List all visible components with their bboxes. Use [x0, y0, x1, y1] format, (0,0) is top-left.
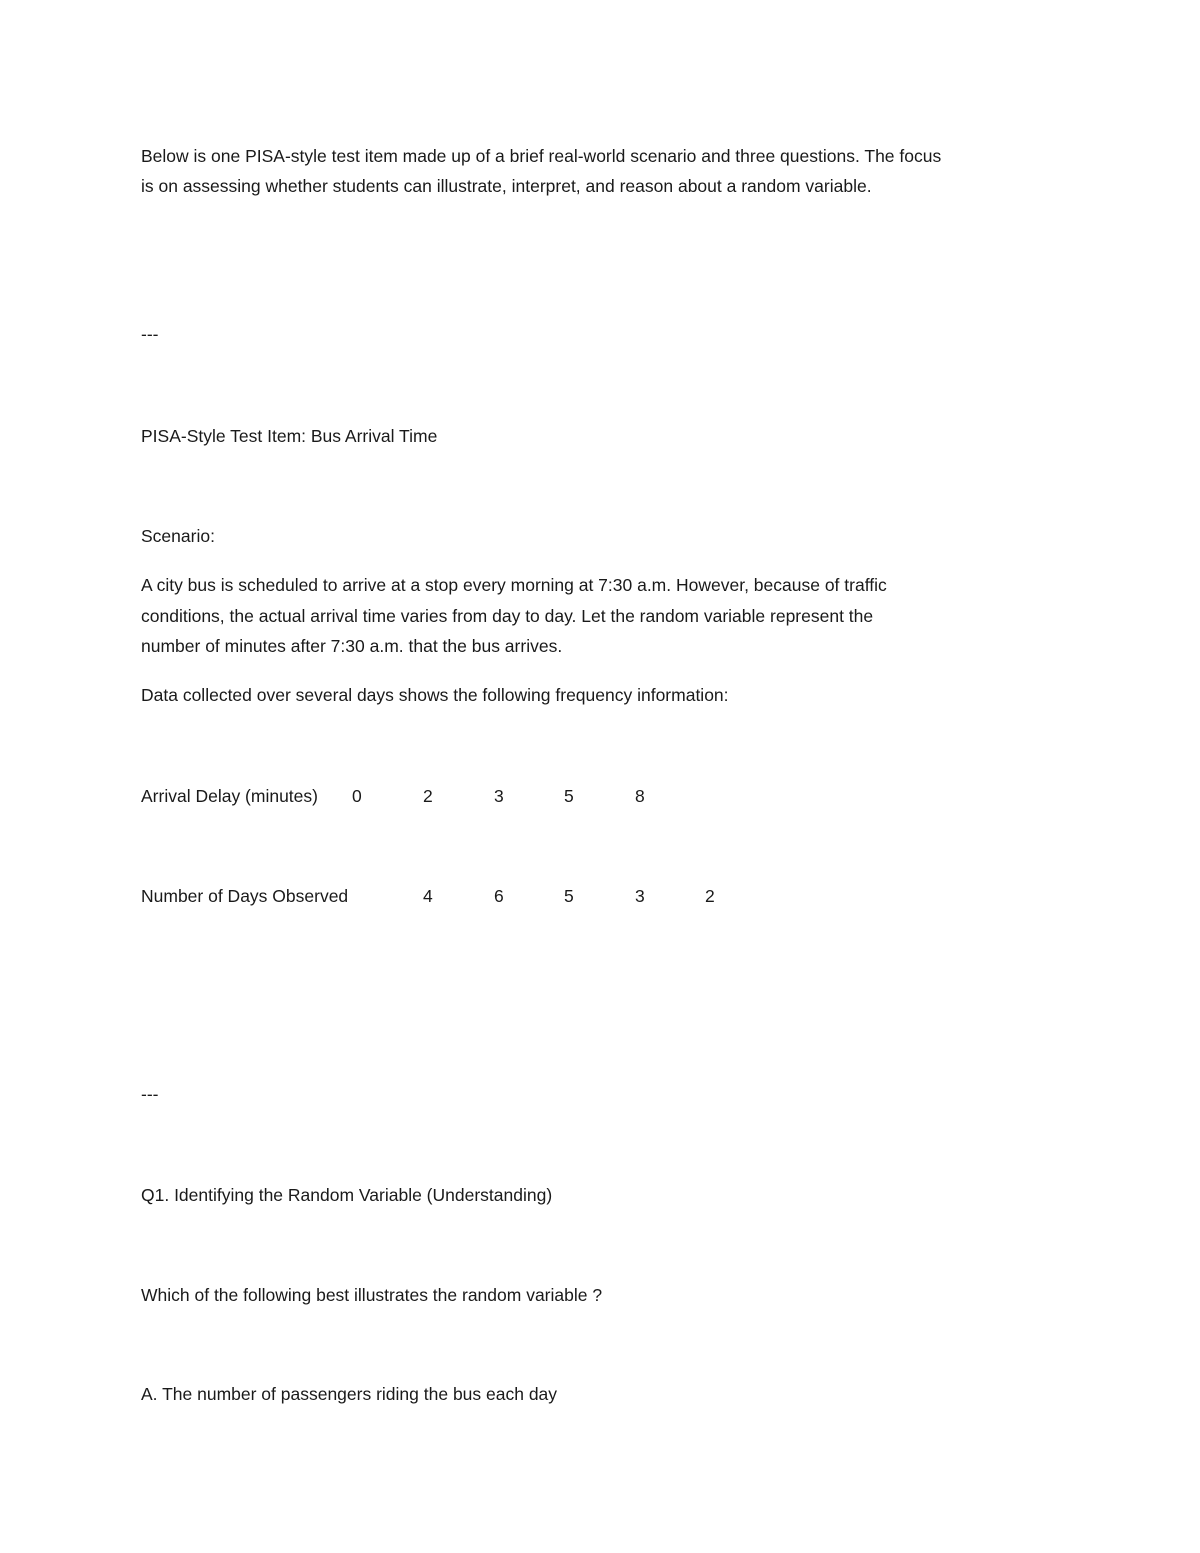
- data-intro: Data collected over several days shows the following frequency information:: [141, 685, 729, 705]
- separator: ---: [141, 324, 159, 344]
- scenario-line-3: number of minutes after 7:30 a.m. that the bus arrives.: [141, 636, 563, 656]
- q1-prompt: Which of the following best illustrates the random variable ?: [141, 1285, 603, 1305]
- q1-title: Q1. Identifying the Random Variable (Understanding): [141, 1185, 553, 1205]
- delay-value: 2: [423, 786, 433, 806]
- scenario-line-2: conditions, the actual arrival time varies from day to day. Let the random variable represent the: [141, 606, 874, 626]
- separator: ---: [141, 1084, 159, 1104]
- delay-value: 0: [352, 786, 362, 806]
- days-value: 4: [423, 886, 433, 906]
- days-value: 6: [494, 886, 504, 906]
- scenario-heading: Scenario:: [141, 526, 215, 546]
- delay-row-label: Arrival Delay (minutes): [141, 786, 318, 806]
- q1-option-a: A. The number of passengers riding the bus each day: [141, 1384, 558, 1404]
- days-value: 5: [564, 886, 574, 906]
- days-row-label: Number of Days Observed: [141, 886, 349, 906]
- days-value: 2: [705, 886, 715, 906]
- delay-value: 5: [564, 786, 574, 806]
- item-title: PISA-Style Test Item: Bus Arrival Time: [141, 426, 438, 446]
- intro-line-2: is on assessing whether students can illustrate, interpret, and reason about a random variable.: [141, 176, 872, 196]
- scenario-line-1: A city bus is scheduled to arrive at a stop every morning at 7:30 a.m. However, because of traffic: [141, 575, 887, 595]
- delay-value: 3: [494, 786, 504, 806]
- delay-value: 8: [635, 786, 645, 806]
- intro-line-1: Below is one PISA-style test item made up of a brief real-world scenario and three questions. The focus: [141, 146, 942, 166]
- days-value: 3: [635, 886, 645, 906]
